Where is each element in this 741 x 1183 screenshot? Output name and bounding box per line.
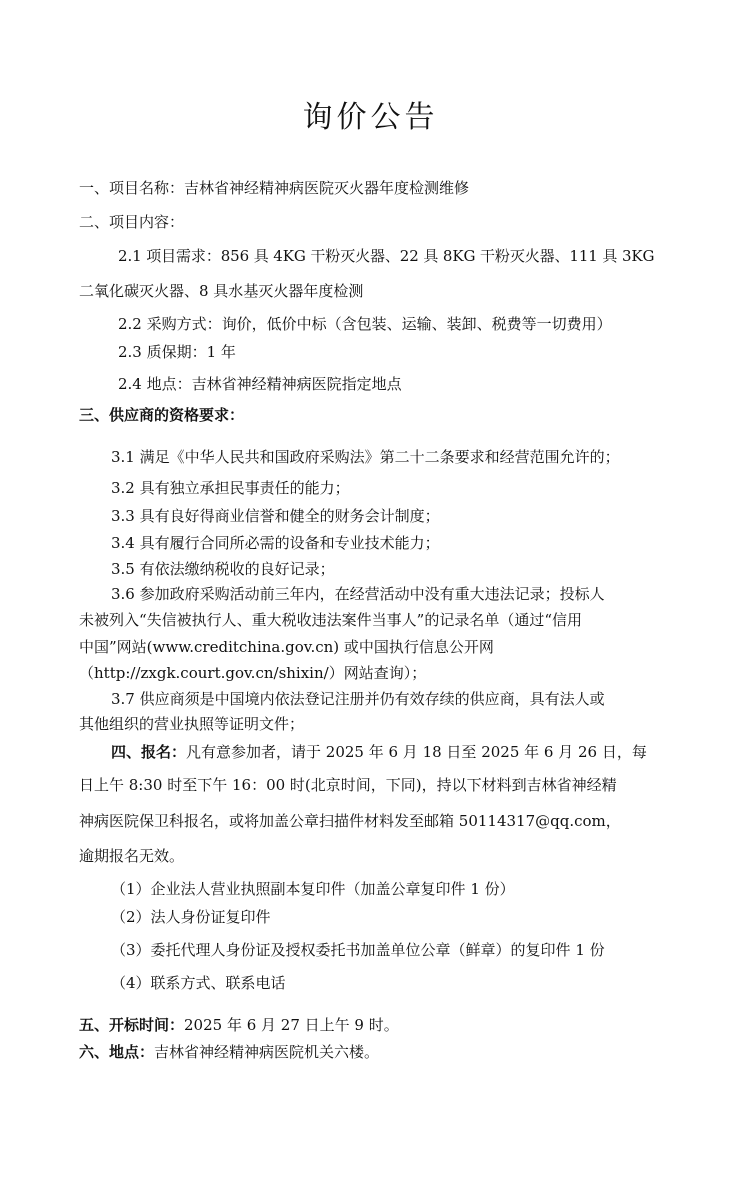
item-3-5: 3.5 有依法缴纳税收的良好记录；: [111, 560, 335, 578]
item-3-6-line-1: 3.6 参加政府采购活动前三年内，在经营活动中没有重大违法记录；投标人: [111, 585, 605, 603]
section-2-heading: 二、项目内容：: [79, 213, 185, 231]
page-title: 询价公告: [302, 100, 439, 135]
bid-opening-time: 2025 年 6 月 27 日上午 9 时。: [184, 1016, 399, 1034]
section-5-heading: 五、开标时间：: [79, 1016, 185, 1034]
section-3-heading: 三、供应商的资格要求：: [79, 406, 245, 424]
material-3: （3）委托代理人身份证及授权委托书加盖单位公章（鲜章）的复印件 1 份: [111, 941, 605, 959]
section-4-text-4: 逾期报名无效。: [79, 847, 185, 865]
section-4-first-line: [111, 742, 647, 762]
item-2-4: 2.4 地点：吉林省神经精神病医院指定地点: [118, 375, 402, 393]
location-text: 吉林省神经精神病医院机关六楼。: [154, 1043, 380, 1061]
item-3-2: 3.2 具有独立承担民事责任的能力；: [111, 479, 350, 497]
item-2-3: 2.3 质保期：1 年: [118, 343, 236, 361]
item-2-1-line-1: 2.1 项目需求：856 具 4KG 干粉灭火器、22 具 8KG 干粉灭火器、111 具 3KG: [118, 247, 655, 265]
item-3-1: 3.1 满足《中华人民共和国政府采购法》第二十二条要求和经营范围允许的；: [111, 448, 620, 466]
item-3-3: 3.3 具有良好得商业信誉和健全的财务会计制度；: [111, 507, 440, 525]
item-3-7-line-2: 其他组织的营业执照等证明文件；: [79, 715, 305, 733]
item-3-6-line-2: 未被列入“失信被执行人、重大税收违法案件当事人”的记录名单（通过“信用: [79, 611, 583, 629]
item-3-4: 3.4 具有履行合同所必需的设备和专业技术能力；: [111, 534, 440, 552]
section-4-text-1: 凡有意参加者，请于 2025 年 6 月 18 日至 2025 年 6 月 26 日，每: [186, 743, 647, 761]
section-4-heading: 四、报名：: [111, 743, 187, 761]
item-3-7-line-1: 3.7 供应商须是中国境内依法登记注册并仍有效存续的供应商，具有法人或: [111, 690, 605, 708]
section-5: [79, 1015, 399, 1035]
item-2-2: 2.2 采购方式：询价，低价中标（含包装、运输、装卸、税费等一切费用）: [118, 315, 612, 333]
section-6: [79, 1042, 379, 1062]
material-4: （4）联系方式、联系电话: [111, 974, 286, 992]
material-2: （2）法人身份证复印件: [111, 908, 271, 926]
item-3-6-line-4: （http://zxgk.court.gov.cn/shixin/）网站查询）；: [79, 664, 427, 682]
project-name: 一、项目名称：吉林省神经精神病医院灭火器年度检测维修: [79, 179, 470, 197]
section-6-heading: 六、地点：: [79, 1043, 155, 1061]
section-4-text-3: 神病医院保卫科报名，或将加盖公章扫描件材料发至邮箱 50114317@qq.com，: [79, 812, 621, 830]
item-3-6-line-3: 中国”网站(www.creditchina.gov.cn) 或中国执行信息公开网: [79, 638, 494, 656]
item-2-1-line-2: 二氧化碳灭火器、8 具水基灭火器年度检测: [79, 282, 364, 300]
material-1: （1）企业法人营业执照副本复印件（加盖公章复印件 1 份）: [111, 880, 515, 898]
section-4-text-2: 日上午 8:30 时至下午 16：00 时(北京时间，下同)，持以下材料到吉林省神经精: [79, 776, 617, 794]
